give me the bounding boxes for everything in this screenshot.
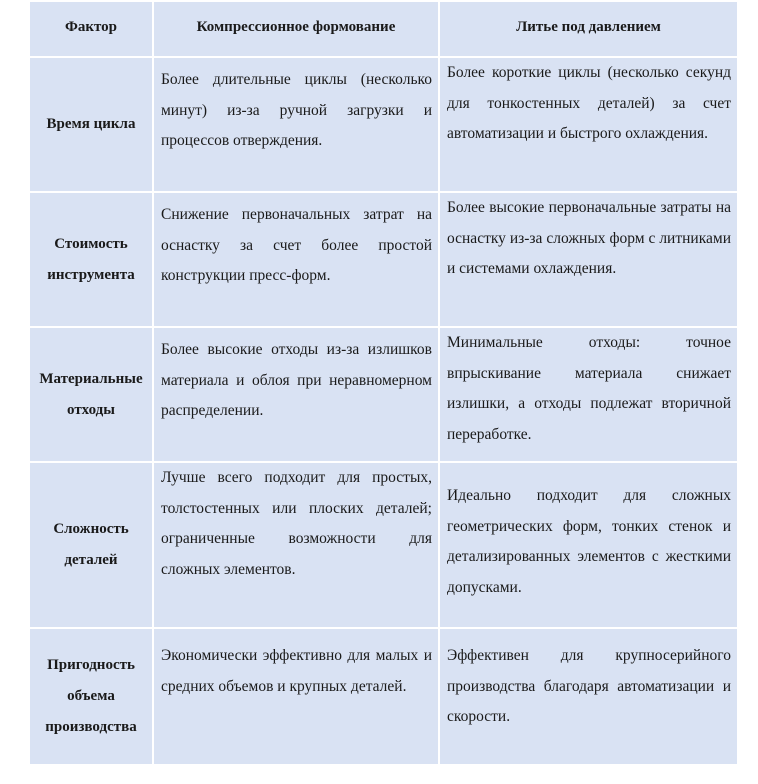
row-factor bbox=[29, 462, 153, 628]
row-compression bbox=[153, 57, 439, 192]
row-factor bbox=[29, 57, 153, 192]
table-row bbox=[29, 628, 738, 765]
compression-text: Снижение первоначальных затрат на оснастку за счет более простой конструкции пресс-форм. bbox=[161, 206, 432, 284]
table-row bbox=[29, 57, 738, 192]
row-compression bbox=[153, 192, 439, 327]
row-factor bbox=[29, 327, 153, 462]
injection-text: Эффективен для крупносерийного производства благодаря автоматизации и скорости. bbox=[447, 647, 731, 725]
compression-text: Лучше всего подходит для простых, толстостенных или плоских деталей; ограниченные возможности для сложных элементов. bbox=[161, 469, 432, 578]
row-injection bbox=[439, 327, 738, 462]
row-injection bbox=[439, 628, 738, 765]
factor-label: Время цикла bbox=[46, 116, 136, 132]
row-factor bbox=[29, 192, 153, 327]
table-row bbox=[29, 192, 738, 327]
row-factor bbox=[29, 628, 153, 765]
header-injection: Литье под давлением bbox=[439, 1, 738, 57]
header-compression: Компрессионное формование bbox=[153, 1, 439, 57]
row-compression bbox=[153, 327, 439, 462]
injection-text: Более короткие циклы (несколько секунд для тонкостенных деталей) за счет автоматизации и быстрого охлаждения. bbox=[447, 64, 731, 142]
injection-text: Более высокие первоначальные затраты на оснастку из-за сложных форм с литниками и системами охлаждения. bbox=[447, 199, 731, 277]
row-compression bbox=[153, 462, 439, 628]
injection-text: Минимальные отходы: точное впрыскивание материала снижает излишки, а отходы подлежат вторичной переработке. bbox=[447, 334, 731, 443]
compression-text: Экономически эффективно для малых и средних объемов и крупных деталей. bbox=[161, 647, 432, 695]
compression-text: Более высокие отходы из-за излишков материала и облоя при неравномерном распределении. bbox=[161, 341, 432, 419]
table-header-row bbox=[29, 1, 738, 57]
header-factor: Фактор bbox=[29, 1, 153, 57]
compression-text: Более длительные циклы (несколько минут) из-за ручной загрузки и процессов отверждения. bbox=[161, 71, 432, 149]
row-injection bbox=[439, 192, 738, 327]
factor-label: Материальные отходы bbox=[39, 370, 143, 418]
factor-label: Стоимость инструмента bbox=[47, 235, 135, 283]
table-row bbox=[29, 462, 738, 628]
factor-label: Сложность деталей bbox=[53, 521, 129, 568]
row-injection bbox=[439, 462, 738, 628]
factor-label: Пригодность объема производства bbox=[45, 657, 137, 735]
row-compression bbox=[153, 628, 439, 765]
table-row bbox=[29, 327, 738, 462]
row-injection bbox=[439, 57, 738, 192]
comparison-table bbox=[28, 0, 739, 766]
injection-text: Идеально подходит для сложных геометрических форм, тонких стенок и детализированных элементов с жесткими допусками. bbox=[447, 487, 731, 596]
